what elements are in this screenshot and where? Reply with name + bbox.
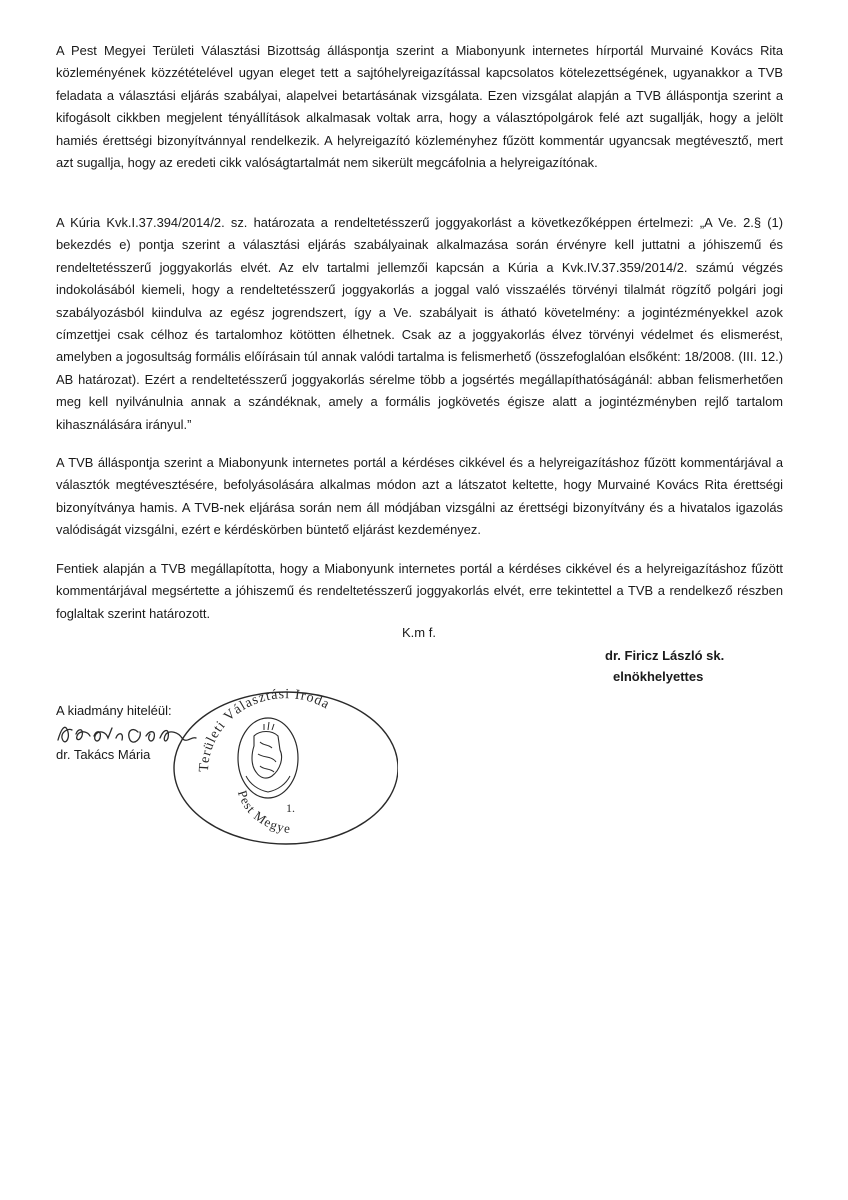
certification-name: dr. Takács Mária xyxy=(56,747,151,762)
paragraph-conclusion: Fentiek alapján a TVB megállapította, hogy a Miabonyunk internetes portál a kérdéses cikkével és a helyreigazításhoz fűzött kommentárjával megsértette a jóhiszemű és rendeltetésszerű joggyakorlás elvét, erre tekintettel a TVB a rendelkező részben foglaltak szerint határozott. xyxy=(56,561,783,621)
paragraph-kuria-decision: A Kúria Kvk.I.37.394/2014/2. sz. határozata a rendeltetésszerű joggyakorlást a következőképpen értelmezi: „A Ve. 2.§ (1) bekezdés e) pontja szerint a választási eljárás szabályainak alkalmazása során érvényre kell juttatni a jóhiszemű és rendeltetésszerű joggyakorlás elvét. Az elv tartalmi jellemzői kapcsán a Kúria a Kvk.IV.37.359/2014/2. számú végzés indokolásából kiemeli, hogy a rendeltetésszerű joggyakorlás a joggal való visszaélés törvényi tilalmát rögzítő polgári jogi szabályozásból kiindulva az egész jogrendszert, így a Ve. szabályait is átható követelmény: a jogintézményekkel azok címzettjei csak célhoz és tartalomhoz kötötten élhetnek. Csak az a joggyakorlás élvez törvényi védelmet és elismerést, amelyben a jogosultság formális előírásain túl annak valódi tartalma is felismerhető (összefoglalóan elsőként: 18/2008. (III. 12.) AB határozat). Ezért a rendeltetésszerű joggyakorlás sérelme több a jogsértés megállapíthatóságánál: abban felismerhetően meg kell nyilvánulnia annak a szándéknak, amely a formális jogkövetés égisze alatt a jogintézményben rejlő tartalom kihasználására irányul.” xyxy=(56,215,783,432)
official-stamp xyxy=(168,680,398,845)
certification-label: A kiadmány hiteléül: xyxy=(56,703,172,718)
stamp-top-text: Területi Választási Iroda xyxy=(196,687,333,773)
paragraph-tvb-position: A Pest Megyei Területi Választási Bizottság álláspontja szerint a Miabonyunk internetes hírportál Murvainé Kovács Rita közleményének közzétételével ugyan eleget tett a sajtóhelyreigazítással kapcsolatos kötelezettségének, ugyanakkor a TVB feladata a választási eljárás szabályai, alapelvei betartásának vizsgálata. Ezen vizsgálat alapján a TVB álláspontja szerint a kifogásolt cikkben megjelent tényállítások alkalmasak voltak arra, hogy a választópolgárok felé azt sugallják, hogy a jelölt hamiés érettségi bizonyítvánnyal rendelkezik. A helyreigazító közleményhez fűzött kommentár ugyancsak megtévesztő, mert azt sugallja, hogy az eredeti cikk valóságtartalmát nem sikerült megcáfolnia a helyreigazítónak. xyxy=(56,43,783,171)
kmf-label: K.m f. xyxy=(402,625,436,640)
stamp-bottom-text: Pest Megye xyxy=(234,788,292,837)
svg-text:Pest Megye xyxy=(235,788,292,836)
signer-name: dr. Firicz László sk. xyxy=(605,648,725,663)
paragraph-tvb-finding: A TVB álláspontja szerint a Miabonyunk internetes portál a kérdéses cikkével és a helyreigazításhoz fűzött kommentárjával a választók megtévesztésére, befolyásolására alkalmas módon azt a látszatot keltette, hogy Murvainé Kovács Rita érettségi bizonyítványa hamis. A TVB-nek eljárása során nem áll módjában vizsgálni az érettségi bizonyítvány és a hivatalos igazolás valódiságát vizsgálni, ezért e kérdéskörben büntető eljárást kezdeményez. xyxy=(56,455,783,538)
svg-text:Területi Választási Iroda xyxy=(197,687,332,772)
stamp-number: 1. xyxy=(286,801,295,815)
coat-of-arms-icon xyxy=(238,718,298,798)
signer-role: elnökhelyettes xyxy=(613,669,704,684)
